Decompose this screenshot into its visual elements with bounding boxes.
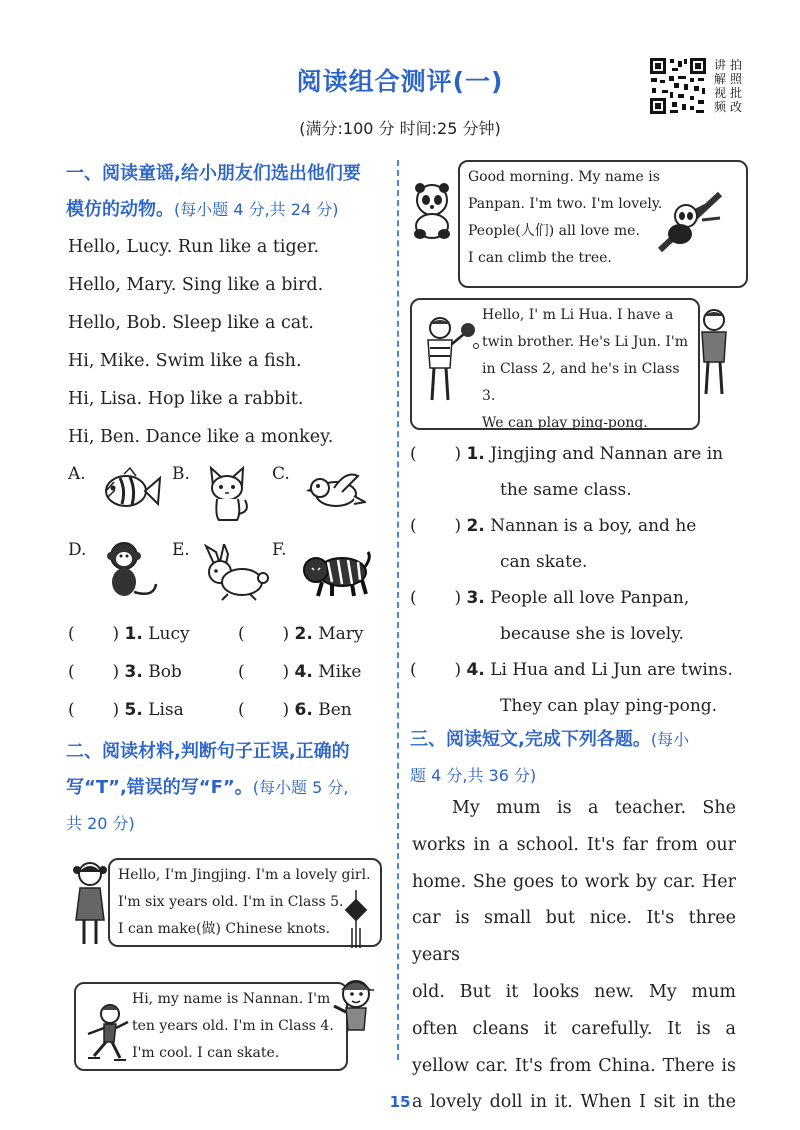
true-false-statements: ( ) 1. Jingjing and Nannan are in the same class. ( ) 2. Nannan is a boy, and he can skate. ( ) 3. People all love Panpan, because she is lovely. ( ) 4. Li Hua and Li Jun are twins. They can play ping-pong.: [410, 436, 734, 724]
girl-jingjing-illustration: [72, 860, 108, 950]
boy-nannan-illustration: [330, 976, 378, 1036]
answer-blank[interactable]: ( ) 5. Lisa: [68, 700, 184, 720]
section1-heading: 一、阅读童谣,给小朋友们选出他们要 模仿的动物。(每小题 4 分,共 24 分): [66, 163, 361, 220]
climbing-panda-icon: [656, 190, 726, 258]
column-divider: [397, 160, 399, 1060]
panda-icon: [408, 180, 460, 246]
cat-icon: [205, 464, 253, 526]
statement-row[interactable]: ( ) 4. Li Hua and Li Jun are twins.: [410, 660, 733, 680]
statement-row[interactable]: ( ) 2. Nannan is a boy, and he: [410, 516, 697, 536]
monkey-icon: [104, 540, 160, 608]
qr-label: 讲 拍 解 照 视 批 频 改: [713, 58, 742, 114]
speech-bubble-jingjing: Hello, I'm Jingjing. I'm a lovely girl. I'm six years old. I'm in Class 5. I can make(做) Chinese knots.: [108, 858, 382, 947]
option-letter: C.: [272, 464, 290, 484]
option-letter: E.: [172, 540, 190, 560]
rhyme-line: Hello, Mary. Sing like a bird.: [68, 275, 324, 295]
boy-lijun-illustration: [694, 308, 734, 406]
rabbit-icon: [200, 544, 270, 606]
speech-bubble-lihua: Hello, I' m Li Hua. I have a twin brother. He's Li Jun. I'm in Class 2, and he's in Class 3. We can play ping-pong.: [410, 298, 700, 430]
tiger-icon: [302, 548, 372, 602]
chinese-knot-icon: [344, 890, 368, 954]
bird-icon: [306, 468, 366, 516]
rhyme-line: Hello, Bob. Sleep like a cat.: [68, 313, 314, 333]
answer-blank[interactable]: ( ) 1. Lucy: [68, 624, 190, 644]
reading-passage: My mum is a teacher. She works in a school. It's far from our home. She goes to work by car. Her car is small but nice. It's three years old. But it looks new. My mum often cleans it carefully. It is a yellow car. It's from China. There is a lovely doll in it. When I sit in the: [412, 798, 736, 1113]
statement-row[interactable]: ( ) 1. Jingjing and Nannan are in: [410, 444, 724, 464]
option-letter: F.: [272, 540, 287, 560]
page-number: 15: [389, 1093, 411, 1111]
skating-boy-illustration: [80, 1002, 132, 1066]
speech-bubble-nannan: Hi, my name is Nannan. I'm ten years old. I'm in Class 4. I'm cool. I can skate.: [74, 982, 348, 1071]
page-title: 阅读组合测评(一): [296, 67, 504, 96]
answer-blank[interactable]: ( ) 2. Mary: [238, 624, 364, 644]
boy-lihua-pingpong-illustration: [418, 316, 480, 414]
rhyme-line: Hi, Mike. Swim like a fish.: [68, 351, 302, 371]
rhyme-line: Hi, Lisa. Hop like a rabbit.: [68, 389, 304, 409]
answer-blank[interactable]: ( ) 4. Mike: [238, 662, 362, 682]
qr-code-icon[interactable]: [648, 56, 708, 116]
section3-heading: 三、阅读短文,完成下列各题。(每小 题 4 分,共 36 分): [410, 729, 690, 785]
fish-icon: [100, 466, 162, 520]
answer-blank[interactable]: ( ) 6. Ben: [238, 700, 352, 720]
option-letter: B.: [172, 464, 190, 484]
statement-row[interactable]: ( ) 3. People all love Panpan,: [410, 588, 690, 608]
option-letter: D.: [68, 540, 87, 560]
rhyme-line: Hello, Lucy. Run like a tiger.: [68, 237, 320, 257]
speech-bubble-panpan: Good morning. My name is Panpan. I'm two. I'm lovely. People(人们) all love me. I can climb the tree.: [458, 160, 748, 288]
rhyme-line: Hi, Ben. Dance like a monkey.: [68, 427, 334, 447]
section2-heading: 二、阅读材料,判断句子正误,正确的 写“T”,错误的写“F”。(每小题 5 分, 共 20 分): [66, 741, 350, 833]
answer-blank[interactable]: ( ) 3. Bob: [68, 662, 182, 682]
score-time-info: (满分:100 分 时间:25 分钟): [299, 119, 501, 138]
nursery-rhyme: [68, 228, 388, 456]
option-letter: A.: [68, 464, 86, 484]
